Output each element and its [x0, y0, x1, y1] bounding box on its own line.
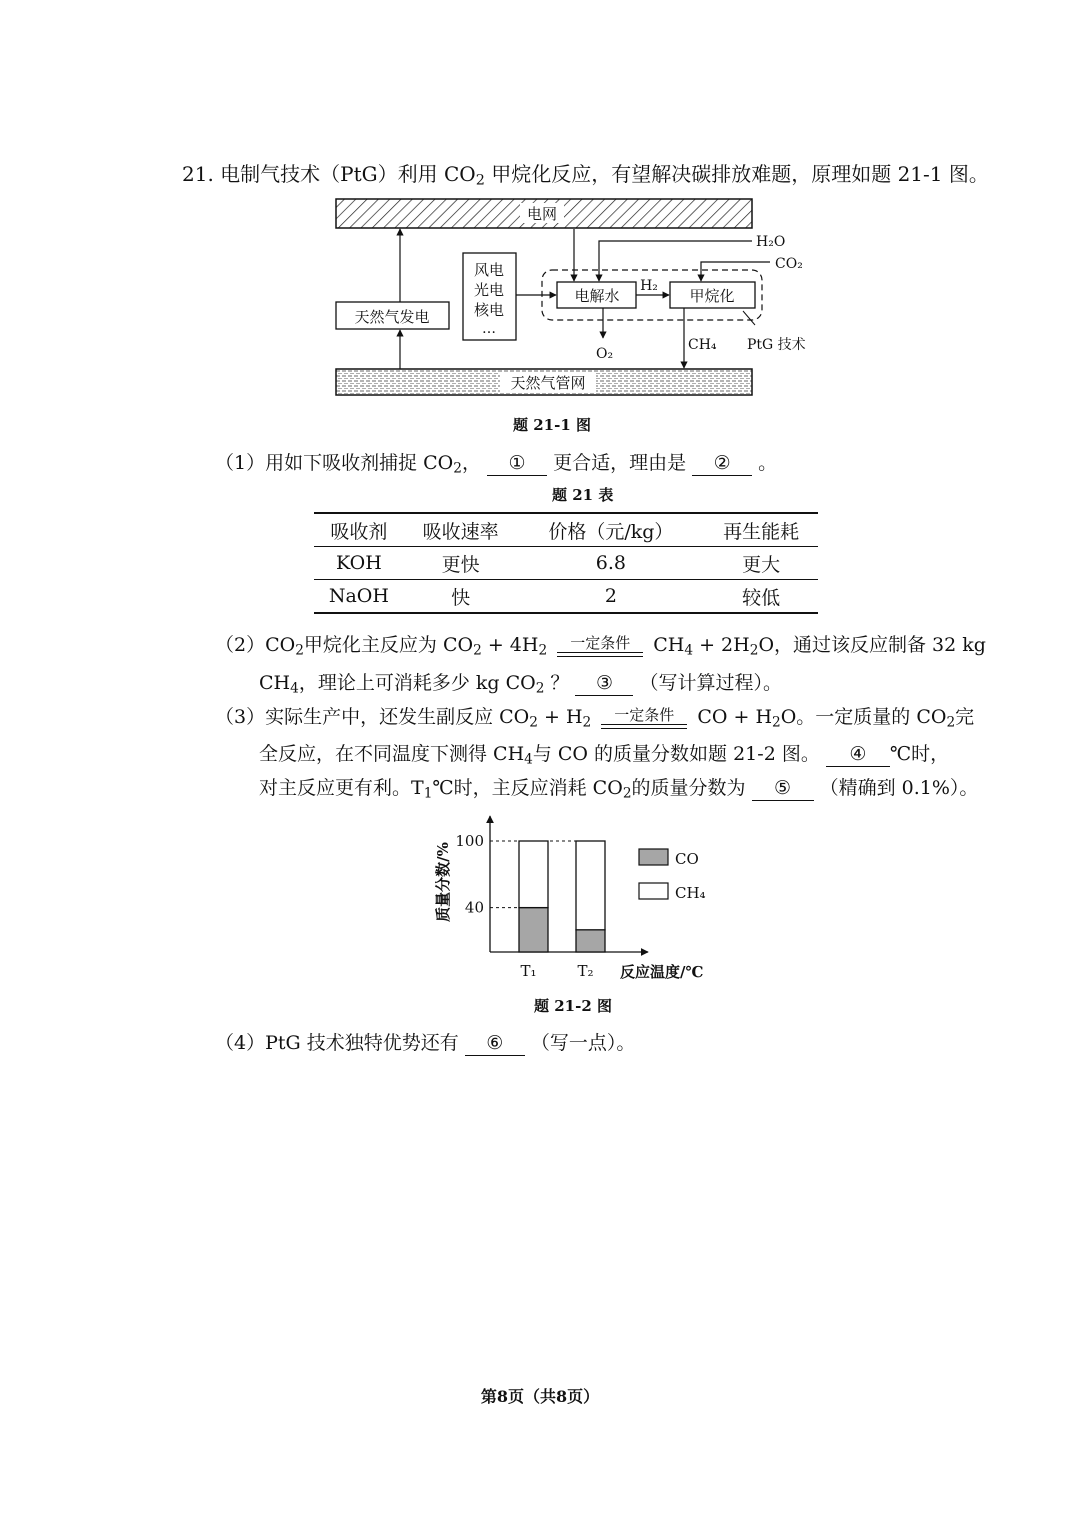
q2-line-2: $CH_4$，理论上可消耗多少 kg $CO_2$ ？ ③ （写计算过程）。: [259, 672, 783, 697]
x-axis-label: 反应温度/℃: [620, 963, 704, 981]
table-header-row: [314, 513, 818, 547]
question-number: 21.: [182, 162, 214, 186]
legend-swatch: [639, 883, 668, 899]
q3-line-3: 对主反应更有利。$T_1℃$时，主反应消耗 $CO_2$的质量分数为 ⑤ （精确到 0.1%）。: [259, 777, 979, 802]
grid-label: 电网: [526, 205, 558, 223]
table-cell: 快: [451, 586, 471, 609]
methanation-label: 甲烷化: [689, 287, 735, 305]
absorbent-table: [314, 512, 818, 614]
reaction-condition-equals: 一定条件: [557, 635, 643, 658]
table-header-cell: 吸收剂: [330, 520, 388, 543]
q1-line: （1）用如下吸收剂捕捉 $CO_2$， ① 更合适，理由是 ② 。: [215, 452, 778, 477]
co2-label: CO₂: [775, 256, 803, 272]
table-cell: 更快: [441, 553, 480, 576]
pipeline-label: 天然气管网: [510, 374, 586, 392]
o2-label: O₂: [596, 346, 614, 362]
q4-line: （4）PtG 技术独特优势还有 ⑥ （写一点）。: [215, 1032, 636, 1054]
table-caption: 题 21 表: [552, 486, 614, 504]
table-cell: 6.8: [595, 552, 627, 574]
legend-label: CO: [675, 850, 699, 868]
legend-label: CH₄: [675, 884, 706, 902]
answer-blank-3[interactable]: ③: [575, 672, 633, 696]
answer-blank-2[interactable]: ②: [692, 452, 752, 476]
mass-fraction-chart: [420, 808, 740, 988]
table-row: [314, 580, 818, 614]
gas-power-label: 天然气发电: [354, 308, 430, 326]
table-header-cell: 吸收速率: [422, 520, 499, 543]
bar-ch4-2: [576, 841, 605, 930]
reaction-condition-equals: 一定条件: [601, 707, 687, 730]
answer-blank-1[interactable]: ①: [487, 452, 547, 476]
q2-line-1: $(2)CO_2$甲烷化主反应为 $CO_2 + 4H_2$ 一定条件 $CH_4 + 2H_2O$，通过该反应制备 32 kg: [215, 633, 986, 659]
table-row: [314, 547, 818, 580]
page-footer: 第8页（共8页）: [480, 1387, 600, 1406]
y-tick-label: 100: [455, 832, 484, 850]
table-cell: NaOH: [328, 585, 389, 607]
figure-21-2-caption: 题 21-2 图: [534, 997, 612, 1015]
electrolysis-label: 电解水: [574, 287, 620, 305]
ch4-label: CH₄: [688, 337, 717, 353]
ptg-process-diagram: [320, 195, 820, 405]
q3-line-2: 全反应，在不同温度下测得 $CH_4$与 CO 的质量分数如题 21-2 图。 ④ ℃时，: [259, 743, 950, 768]
table-cell: 更大: [742, 553, 781, 576]
table-header-cell: 再生能耗: [723, 520, 800, 543]
table-cell: KOH: [335, 552, 382, 574]
table-cell: 较低: [742, 586, 781, 609]
y-axis-label: 质量分数/%: [434, 842, 452, 922]
ptg-label: PtG 技术: [747, 337, 806, 353]
x-tick-label: T₂: [577, 962, 594, 980]
h2-label: H₂: [640, 278, 658, 294]
bar-co-1: [519, 908, 548, 952]
h2o-label: H₂O: [756, 234, 786, 250]
table-header-cell: 价格（元/kg）: [548, 520, 674, 543]
figure-21-1-caption: 题 21-1 图: [513, 416, 591, 434]
answer-blank-6[interactable]: ⑥: [465, 1032, 525, 1056]
q3-line-1: （3）实际生产中，还发生副反应 $CO_2 + H_2$ 一定条件 CO + $H_2O$。一定质量的 $CO_2$完: [215, 705, 975, 731]
legend-swatch: [639, 849, 668, 865]
y-tick-label: 40: [464, 898, 484, 917]
bar-ch4-1: [519, 841, 548, 908]
answer-blank-5[interactable]: ⑤: [752, 777, 814, 801]
x-tick-label: T₁: [520, 962, 537, 980]
answer-blank-4[interactable]: ④: [826, 743, 890, 767]
svg-text:风电: 风电: [473, 261, 505, 279]
table-cell: 2: [604, 585, 617, 607]
svg-text:…: …: [482, 321, 496, 337]
question-intro: 21. 电制气技术（PtG）利用 $CO_2$ 甲烷化反应，有望解决碳排放难题，原理如题 21-1 图。: [182, 162, 989, 189]
svg-text:核电: 核电: [473, 301, 505, 319]
bar-co-2: [576, 930, 605, 952]
svg-text:光电: 光电: [473, 281, 505, 299]
